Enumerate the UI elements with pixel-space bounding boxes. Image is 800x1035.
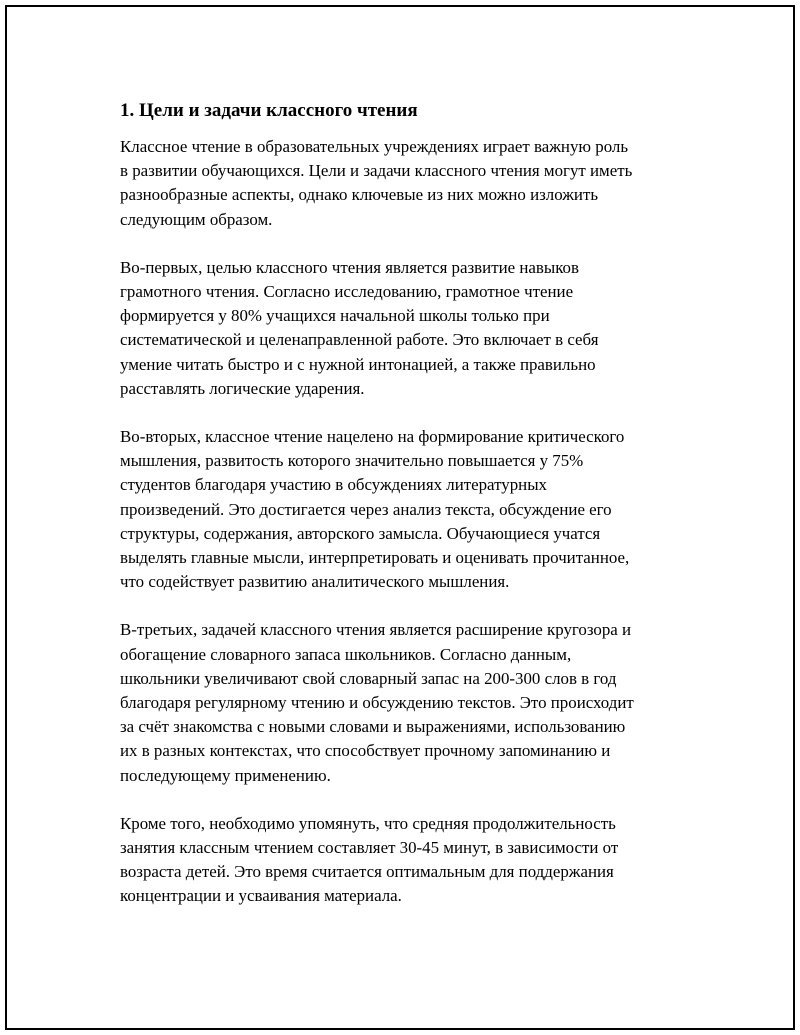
paragraph-line: умение читать быстро и с нужной интонацией, а также правильно (120, 354, 596, 374)
paragraph-line: разнообразные аспекты, однако ключевые из них можно изложить (120, 185, 599, 205)
paragraph-line: следующим образом. (120, 209, 273, 229)
paragraph-line: мышления, развитость которого значительно повышается у 75% (120, 451, 584, 471)
paragraph-line: благодаря регулярному чтению и обсуждению текстов. Это происходит (120, 693, 634, 713)
paragraph-line: В-третьих, задачей классного чтения является расширение кругозора и (120, 620, 632, 640)
paragraph-line: что содействует развитию аналитического мышления. (120, 572, 510, 592)
document-body (120, 99, 690, 933)
paragraph-line: расставлять логические ударения. (120, 378, 365, 398)
paragraph-line: студентов благодаря участию в обсуждениях литературных (120, 475, 547, 495)
paragraph-line: занятия классным чтением составляет 30-45 минут, в зависимости от (120, 838, 619, 858)
paragraph-line: структуры, содержания, авторского замысла. Обучающиеся учатся (120, 523, 601, 543)
paragraph-line: последующему применению. (120, 765, 331, 785)
paragraph-line: грамотного чтения. Согласно исследованию, грамотное чтение (120, 282, 574, 302)
paragraph-line: выделять главные мысли, интерпретировать и оценивать прочитанное, (120, 548, 630, 568)
paragraph (120, 812, 690, 909)
paragraph-line: в развитии обучающихся. Цели и задачи классного чтения могут иметь (120, 161, 633, 181)
paragraph (120, 256, 690, 401)
paragraph-line: концентрации и усваивания материала. (120, 886, 402, 906)
paragraph-list (120, 135, 690, 909)
section-heading: 1. Цели и задачи классного чтения (120, 100, 418, 121)
paragraph-line: их в разных контекстах, что способствует прочному запоминанию и (120, 741, 611, 761)
paragraph-line: произведений. Это достигается через анализ текста, обсуждение его (120, 499, 612, 519)
paragraph-line: обогащение словарного запаса школьников. Согласно данным, (120, 644, 572, 664)
paragraph-line: Во-вторых, классное чтение нацелено на формирование критического (120, 427, 625, 447)
paragraph-line: систематической и целенаправленной работе. Это включает в себя (120, 330, 599, 350)
paragraph (120, 618, 690, 787)
paragraph-line: Во-первых, целью классного чтения является развитие навыков (120, 257, 579, 277)
paragraph-line: Классное чтение в образовательных учреждениях играет важную роль (120, 137, 629, 156)
paragraph (120, 425, 690, 594)
page-frame (5, 5, 795, 1030)
paragraph (120, 135, 690, 232)
paragraph-line: за счёт знакомства с новыми словами и выражениями, использованию (120, 717, 626, 737)
paragraph-line: Кроме того, необходимо упомянуть, что средняя продолжительность (120, 813, 616, 833)
paragraph-line: формируется у 80% учащихся начальной школы только при (120, 306, 550, 326)
paragraph-line: возраста детей. Это время считается оптимальным для поддержания (120, 862, 614, 882)
paragraph-line: школьники увеличивают свой словарный запас на 200-300 слов в год (120, 668, 617, 688)
